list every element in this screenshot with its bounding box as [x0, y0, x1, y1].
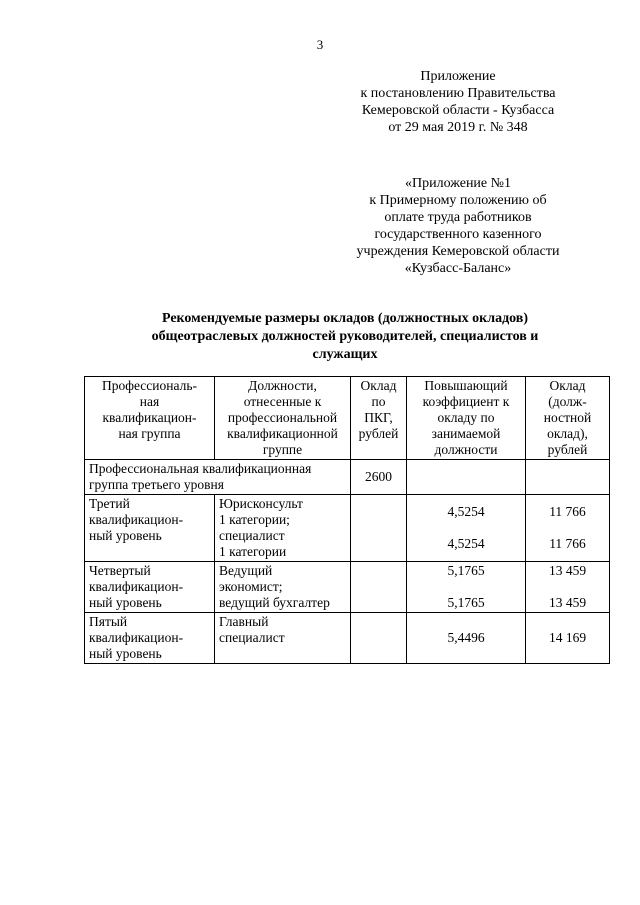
appendix1-line: оплате труда работников: [384, 210, 532, 225]
appendix1-line: «Кузбасс-Баланс»: [404, 261, 512, 276]
level-positions: Юрисконсульт 1 категории; специалист 1 категории: [215, 495, 351, 562]
empty-cell: [407, 460, 526, 495]
level-name: Пятый квалификацион- ный уровень: [85, 613, 215, 664]
empty-cell: [351, 495, 407, 562]
table-header-row: [85, 377, 610, 460]
appendix-line: Кемеровской области - Кузбасса: [361, 103, 555, 118]
header-salary: Оклад (долж- ностной оклад), рублей: [526, 377, 610, 460]
title-line: Рекомендуемые размеры окладов (должностных окладов): [161, 311, 529, 326]
header-pkg-salary: Оклад по ПКГ, рублей: [351, 377, 407, 460]
empty-cell: [526, 460, 610, 495]
title-line: общеотраслевых должностей руководителей, специалистов и: [151, 329, 539, 344]
empty-cell: [351, 562, 407, 613]
appendix1-note: [330, 175, 586, 277]
level-coefficients: 4,5254 4,5254: [407, 495, 526, 562]
table-row: [85, 562, 610, 613]
appendix1-line: учреждения Кемеровской области: [356, 244, 560, 259]
group-salary: 2600: [351, 460, 407, 495]
appendix-note: [330, 68, 586, 136]
appendix1-line: государственного казенного: [374, 227, 542, 242]
table-row: [85, 460, 610, 495]
level-coefficients: 5,4496: [407, 613, 526, 664]
level-salaries: 11 766 11 766: [526, 495, 610, 562]
appendix1-line: к Примерному положению об: [369, 193, 547, 208]
level-positions: Главный специалист: [215, 613, 351, 664]
header-coefficient: Повышающий коэффициент к окладу по занимаемой должности: [407, 377, 526, 460]
level-positions: Ведущий экономист; ведущий бухгалтер: [215, 562, 351, 613]
page-number: 3: [316, 37, 324, 52]
header-professional-group: Профессиональ- ная квалификацион- ная группа: [85, 377, 215, 460]
empty-cell: [351, 613, 407, 664]
salary-table: [84, 376, 610, 664]
document-title: [90, 310, 600, 364]
group-name: Профессиональная квалификационная группа третьего уровня: [85, 460, 351, 495]
appendix1-line: «Приложение №1: [405, 176, 511, 191]
level-salaries: 14 169: [526, 613, 610, 664]
appendix-line: к постановлению Правительства: [360, 86, 556, 101]
table-row: [85, 613, 610, 664]
appendix-line: от 29 мая 2019 г. № 348: [388, 120, 528, 135]
level-coefficients: 5,1765 5,1765: [407, 562, 526, 613]
table-row: [85, 495, 610, 562]
level-salaries: 13 459 13 459: [526, 562, 610, 613]
level-name: Третий квалификацион- ный уровень: [85, 495, 215, 562]
appendix-line: Приложение: [420, 69, 496, 84]
header-positions: Должности, отнесенные к профессиональной квалификационной группе: [215, 377, 351, 460]
level-name: Четвертый квалификацион- ный уровень: [85, 562, 215, 613]
title-line: служащих: [312, 347, 378, 362]
